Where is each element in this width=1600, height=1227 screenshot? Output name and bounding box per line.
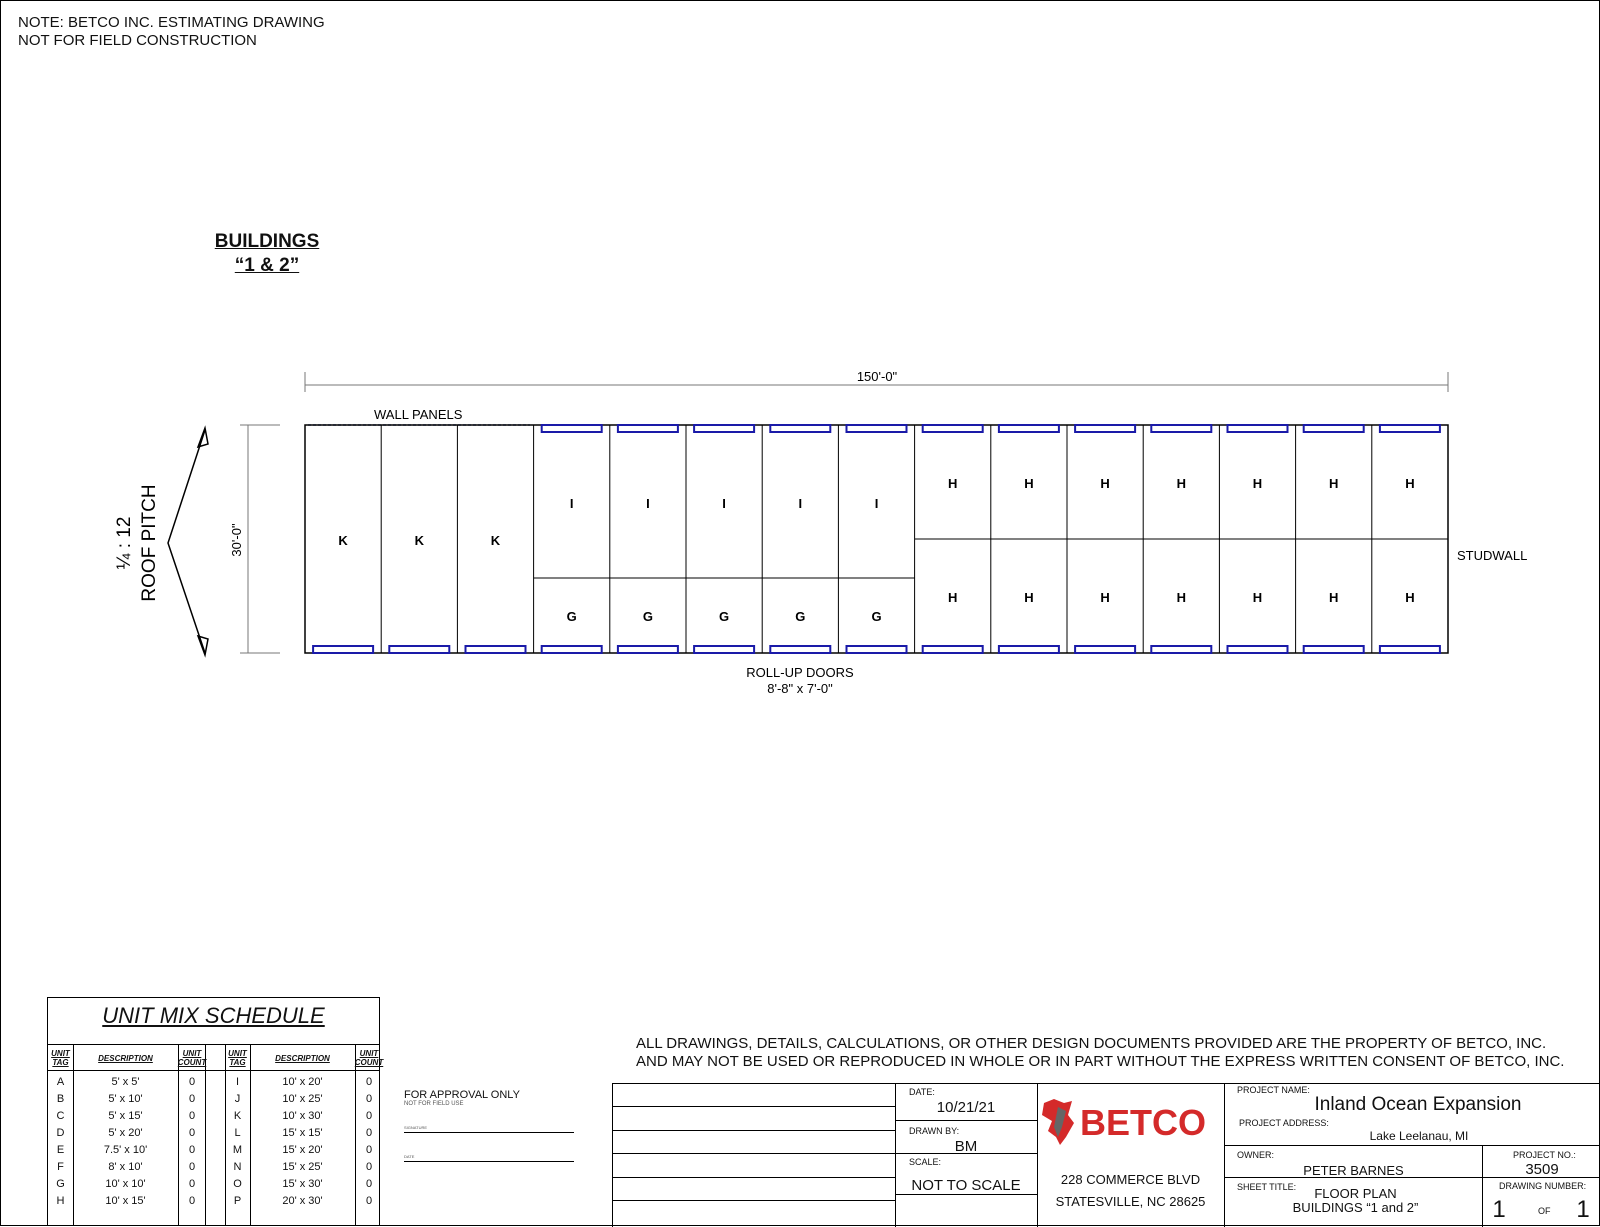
rollup-door <box>847 646 907 653</box>
schedule-cell-description: 5' x 5' <box>111 1076 140 1088</box>
unit-mix-schedule <box>47 997 384 1225</box>
schedule-cell-description: 15' x 30' <box>282 1178 323 1190</box>
title-block-divider <box>895 1194 1037 1195</box>
schedule-cell-tag: I <box>235 1076 240 1088</box>
drawing-number-label: DRAWING NUMBER: <box>1499 1181 1587 1191</box>
schedule-cell-count: 0 <box>365 1161 373 1173</box>
schedule-cell-tag: H <box>56 1195 65 1207</box>
roof-pitch-arrow <box>168 430 205 653</box>
project-address-label: PROJECT ADDRESS: <box>1239 1118 1329 1128</box>
rollup-door <box>618 646 678 653</box>
schedule-cell-tag: K <box>233 1110 242 1122</box>
schedule-cell-count: 0 <box>188 1195 196 1207</box>
rollup-door <box>923 646 983 653</box>
schedule-cell-description: 7.5' x 10' <box>103 1144 148 1156</box>
rollup-door <box>389 646 449 653</box>
building-title-line-2: “1 & 2” <box>234 255 300 276</box>
schedule-cell-description: 10' x 10' <box>105 1178 146 1190</box>
unit-tag-h: H <box>1024 590 1034 605</box>
unit-tag-k: K <box>490 533 501 548</box>
owner-label: OWNER: <box>1237 1150 1274 1160</box>
revision-row-line <box>613 1200 895 1201</box>
drawing-of-label: OF <box>1538 1206 1551 1216</box>
schedule-cell-description: 20' x 30' <box>282 1195 323 1207</box>
rollup-door <box>1380 646 1440 653</box>
rollup-doors-label: ROLL-UP DOORS <box>746 665 854 680</box>
drawn-by-value: BM <box>954 1138 978 1155</box>
schedule-cell-description: 10' x 20' <box>282 1076 323 1088</box>
schedule-cell-tag: P <box>233 1195 242 1207</box>
unit-tag-i: I <box>569 496 574 511</box>
unit-tag-h: H <box>1252 476 1263 491</box>
rollup-door <box>770 425 830 432</box>
title-block-divider <box>1224 1145 1600 1146</box>
depth-label: 30'-0" <box>229 523 244 557</box>
approval-block <box>404 1089 520 1107</box>
unit-tag-i: I <box>722 496 726 511</box>
unit-tag-h: H <box>1329 590 1339 605</box>
schedule-cell-count: 0 <box>188 1127 196 1139</box>
unit-tag-i: I <box>798 496 803 511</box>
date-value: 10/21/21 <box>936 1099 996 1116</box>
schedule-cell-tag: A <box>56 1076 65 1088</box>
unit-tag-h: H <box>1329 476 1339 491</box>
rollup-door <box>542 646 602 653</box>
owner-value: PETER BARNES <box>1303 1163 1404 1178</box>
revision-row-line <box>613 1153 895 1154</box>
schedule-cell-count: 0 <box>188 1144 196 1156</box>
revision-row-line <box>613 1106 895 1107</box>
drawing-number-value: 1 <box>1492 1196 1506 1223</box>
rollup-door <box>694 646 754 653</box>
schedule-cell-description: 10' x 25' <box>282 1093 323 1105</box>
rollup-door <box>1151 425 1211 432</box>
schedule-title: UNIT MIX SCHEDULE <box>102 1003 325 1028</box>
sheet-title-2: BUILDINGS “1 and 2” <box>1292 1200 1419 1215</box>
schedule-cell-description: 10' x 30' <box>282 1110 323 1122</box>
schedule-title-divider <box>48 1044 379 1045</box>
schedule-cell-description: 5' x 20' <box>108 1127 143 1139</box>
schedule-cell-tag: L <box>234 1127 241 1139</box>
units-group <box>305 425 1448 653</box>
schedule-cell-tag: O <box>233 1178 242 1190</box>
unit-tag-h: H <box>1405 590 1415 605</box>
rollup-door <box>1075 425 1135 432</box>
scale-label: SCALE: <box>909 1157 942 1167</box>
schedule-cell-tag: G <box>56 1178 65 1190</box>
schedule-header-tag: UNIT TAG <box>228 1049 247 1067</box>
logo-text: BETCO <box>1080 1102 1206 1143</box>
rollup-doors-size: 8'-8" x 7'-0" <box>767 681 833 696</box>
title-block-divider <box>1224 1084 1225 1227</box>
date-field-label: DATE: <box>909 1087 935 1097</box>
betco-logo <box>1040 1097 1220 1147</box>
schedule-cell-count: 0 <box>365 1110 373 1122</box>
date-line <box>404 1161 574 1162</box>
signature-line <box>404 1132 574 1133</box>
project-no-label: PROJECT NO.: <box>1513 1150 1576 1160</box>
sheet-title-label: SHEET TITLE: <box>1237 1182 1297 1192</box>
schedule-header-description: DESCRIPTION <box>98 1053 153 1063</box>
schedule-cell-count: 0 <box>365 1195 373 1207</box>
rollup-door <box>313 646 373 653</box>
rollup-door <box>923 425 983 432</box>
revision-row-line <box>613 1177 895 1178</box>
date-label: DATE <box>404 1154 415 1159</box>
schedule-cell-count: 0 <box>365 1144 373 1156</box>
note-line-1: NOTE: BETCO INC. ESTIMATING DRAWING <box>18 14 325 31</box>
disclaimer-line-1: ALL DRAWINGS, DETAILS, CALCULATIONS, OR OTHER DESIGN DOCUMENTS PROVIDED ARE THE PROPERTY OF BETCO, INC. <box>636 1035 1547 1052</box>
drawing-total-value: 1 <box>1576 1196 1590 1223</box>
schedule-cell-description: 5' x 10' <box>108 1093 143 1105</box>
rollup-door <box>542 425 602 432</box>
unit-tag-h: H <box>948 476 958 491</box>
title-block-divider <box>895 1120 1037 1121</box>
approval-title: FOR APPROVAL ONLY <box>404 1089 520 1101</box>
schedule-cell-description: 15' x 15' <box>282 1127 323 1139</box>
rollup-door <box>1075 646 1135 653</box>
rollup-door <box>1304 646 1364 653</box>
schedule-cell-description: 15' x 20' <box>282 1144 323 1156</box>
rollup-door <box>847 425 907 432</box>
rollup-door <box>1380 425 1440 432</box>
project-name-label: PROJECT NAME: <box>1237 1085 1310 1095</box>
rollup-door <box>694 425 754 432</box>
unit-tag-h: H <box>1176 476 1186 491</box>
signature-label: SIGNATURE <box>404 1125 428 1130</box>
approval-subtitle: NOT FOR FIELD USE <box>404 1101 464 1107</box>
unit-tag-h: H <box>1405 476 1415 491</box>
unit-tag-i: I <box>646 496 650 511</box>
wall-panels-label: WALL PANELS <box>374 407 463 422</box>
building-title-line-1: BUILDINGS <box>214 231 320 252</box>
rollup-door <box>1228 425 1288 432</box>
schedule-header-count: UNIT COUNT <box>177 1049 207 1067</box>
schedule-cell-count: 0 <box>365 1127 373 1139</box>
unit-tag-k: K <box>414 533 424 548</box>
roof-pitch-ratio: ¼ : 12 <box>114 516 135 570</box>
unit-tag-h: H <box>1100 590 1110 605</box>
schedule-cell-count: 0 <box>188 1093 196 1105</box>
schedule-cell-count: 0 <box>188 1161 196 1173</box>
company-address-1: 228 COMMERCE BLVD <box>1060 1172 1201 1187</box>
drawn-by-label: DRAWN BY: <box>909 1126 960 1136</box>
project-address: Lake Leelanau, MI <box>1369 1129 1469 1143</box>
rollup-door <box>999 646 1059 653</box>
schedule-header-divider <box>48 1070 379 1071</box>
unit-tag-h: H <box>1100 476 1110 491</box>
schedule-cell-count: 0 <box>365 1076 373 1088</box>
unit-tag-h: H <box>1176 590 1186 605</box>
revision-row-line <box>613 1130 895 1131</box>
scale-value: NOT TO SCALE <box>911 1177 1021 1194</box>
roof-pitch-label: ROOF PITCH <box>139 484 160 602</box>
disclaimer <box>636 1035 1564 1071</box>
schedule-cell-description: 8' x 10' <box>108 1161 143 1173</box>
unit-tag-g: G <box>795 609 806 624</box>
schedule-cell-tag: J <box>234 1093 241 1105</box>
rollup-door <box>618 425 678 432</box>
schedule-header-count: UNIT COUNT <box>354 1049 384 1067</box>
rollup-door <box>770 646 830 653</box>
unit-tag-h: H <box>1024 476 1034 491</box>
unit-tag-i: I <box>874 496 879 511</box>
schedule-header-tag: UNIT TAG <box>51 1049 70 1067</box>
schedule-cell-description: 15' x 25' <box>282 1161 323 1173</box>
schedule-cell-tag: E <box>56 1144 65 1156</box>
company-address-2: STATESVILLE, NC 28625 <box>1055 1194 1206 1209</box>
rollup-door <box>999 425 1059 432</box>
schedule-cell-tag: D <box>56 1127 65 1139</box>
schedule-cell-tag: F <box>57 1161 64 1173</box>
overall-width-label: 150'-0" <box>856 369 898 384</box>
schedule-cell-tag: M <box>232 1144 243 1156</box>
disclaimer-line-2: AND MAY NOT BE USED OR REPRODUCED IN WHOLE OR IN PART WITHOUT THE EXPRESS WRITTEN CONSENT OF BETCO, INC. <box>636 1053 1565 1070</box>
schedule-cell-description: 5' x 15' <box>108 1110 143 1122</box>
schedule-cell-description: 10' x 15' <box>105 1195 146 1207</box>
schedule-cell-count: 0 <box>188 1110 196 1122</box>
rollup-door <box>1228 646 1288 653</box>
project-no-value: 3509 <box>1525 1161 1559 1178</box>
schedule-cell-count: 0 <box>188 1178 196 1190</box>
sheet-title-1: FLOOR PLAN <box>1314 1186 1397 1201</box>
unit-tag-g: G <box>642 609 653 624</box>
schedule-cell-tag: N <box>233 1161 242 1173</box>
schedule-cell-count: 0 <box>365 1178 373 1190</box>
note-line-2: NOT FOR FIELD CONSTRUCTION <box>18 32 257 49</box>
title-block-divider <box>1482 1145 1483 1227</box>
unit-tag-k: K <box>338 533 348 548</box>
schedule-header-description: DESCRIPTION <box>275 1053 330 1063</box>
project-name: Inland Ocean Expansion <box>1314 1094 1522 1115</box>
schedule-cell-tag: B <box>56 1093 65 1105</box>
schedule-cell-count: 0 <box>188 1076 196 1088</box>
rollup-door <box>466 646 526 653</box>
unit-tag-g: G <box>871 609 882 624</box>
rollup-door <box>1304 425 1364 432</box>
studwall-label: STUDWALL <box>1457 548 1528 563</box>
rollup-door <box>1151 646 1211 653</box>
schedule-cell-tag: C <box>56 1110 65 1122</box>
unit-tag-g: G <box>719 609 730 624</box>
unit-tag-h: H <box>948 590 958 605</box>
unit-tag-h: H <box>1252 590 1263 605</box>
unit-tag-g: G <box>566 609 577 624</box>
schedule-cell-count: 0 <box>365 1093 373 1105</box>
